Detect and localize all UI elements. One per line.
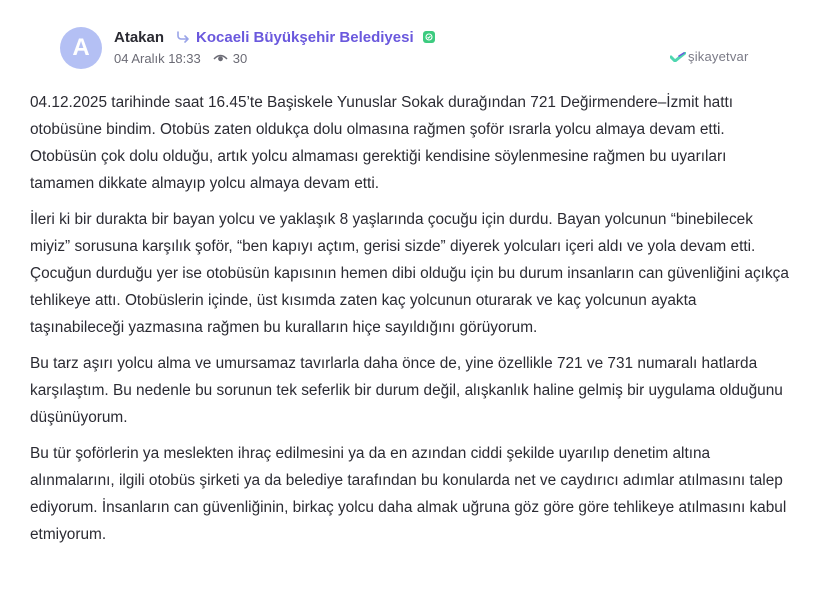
complaint-body (30, 89, 790, 557)
eye-icon (213, 53, 228, 63)
complaint-paragraph: İleri ki bir durakta bir bayan yolcu ve yaklaşık 8 yaşlarında çocuğu için durdu. Bayan yolcunun “binebilecek miyiz” sorusuna karşılık şoför, “ben kapıyı açtım, gerisi sizde” diyerek yolcuları içeri aldı ve yola devam etti. Çocuğun durduğu yer ise otobüsün kapısının hemen dibi olduğu için bu durum insanların can güvenliğini açıkça tehlikeye attı. Otobüslerin içinde, üst kısımda zaten kaç yolcunun oturarak ve kaç yolcunun ayakta taşınabileceği yazmasına rağmen bu kuralların hiçe sayıldığını görüyorum. (30, 211, 789, 336)
complaint-header (30, 0, 790, 80)
view-count: 30 (232, 50, 248, 66)
complaint-paragraph: 04.12.2025 tarihinde saat 16.45’te Başiskele Yunuslar Sokak durağından 721 Değirmendere–İzmit hattı otobüsüne bindim. Otobüs zaten oldukça dolu olmasına rağmen şoför ısrarla yolcu almaya devam etti. Otobüsün çok dolu olduğu, artık yolcu almaması gerektiği kendisine söylenmesine rağmen bu uyarıları tamamen dikkate almayıp yolcu almaya devam etti. (30, 94, 734, 192)
verified-badge-icon (423, 31, 435, 43)
brand-name: şikayetvar (688, 49, 749, 64)
avatar[interactable]: A (60, 27, 102, 69)
sikayetvar-logo[interactable] (670, 49, 749, 64)
complaint-paragraph: Bu tür şoförlerin ya meslekten ihraç edilmesini ya da en azından ciddi şekilde uyarılıp denetim altına alınmalarını, ilgili otobüs şirketi ya da belediye tarafından bu konularda net ve caydırıcı adımlar atılmasını talep ediyorum. İnsanların can güvenliğinin, birkaç yolcu daha almak uğruna göz göre göre tehlikeye atılmasını kabul etmiyorum. (30, 445, 787, 543)
company-link[interactable]: Kocaeli Büyükşehir Belediyesi (196, 28, 414, 46)
name-row (114, 27, 435, 47)
complaint-paragraph: Bu tarz aşırı yolcu alma ve umursamaz tavırlarla daha önce de, yine özellikle 721 ve 731 numaralı hatlarda karşılaştım. Bu nedenle bu sorunun tek seferlik bir durum değil, alışkanlık haline gelmiş bir uygulama olduğunu düşünüyorum. (30, 355, 783, 426)
author-name[interactable]: Atakan (114, 28, 165, 46)
post-meta (114, 27, 435, 66)
post-info-row (114, 50, 435, 66)
reply-arrow-icon (175, 30, 191, 44)
brand-check-icon (670, 52, 686, 62)
post-date: 04 Aralık 18:33 (114, 50, 201, 66)
